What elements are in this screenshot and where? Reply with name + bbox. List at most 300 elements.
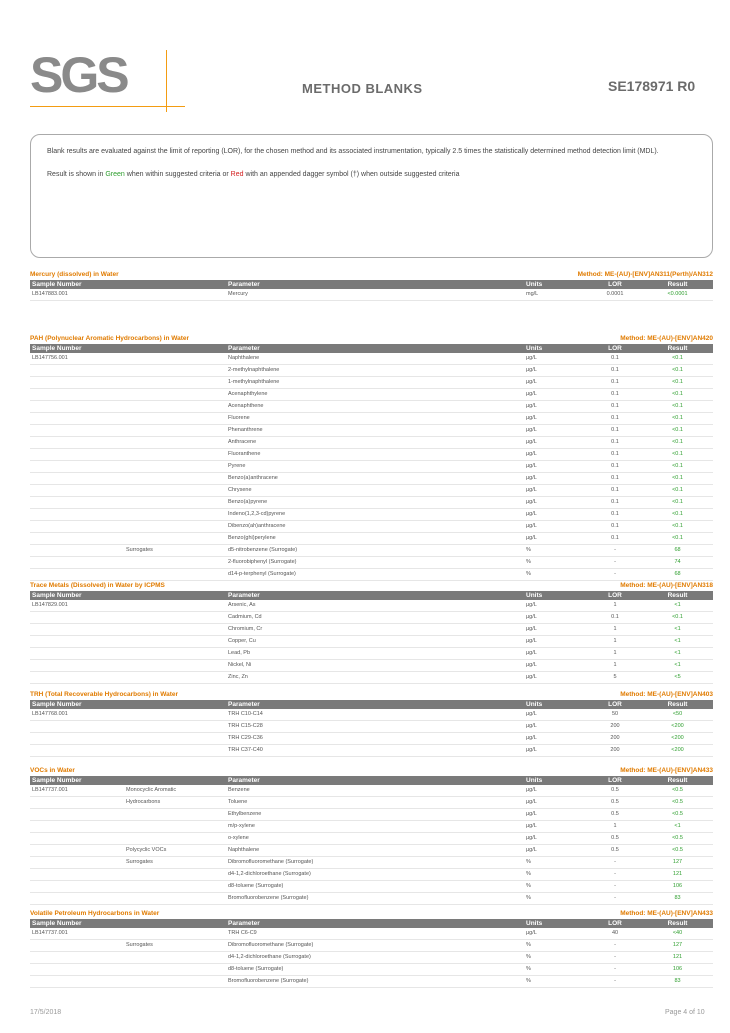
units-cell: µg/L <box>524 636 588 648</box>
units-cell: µg/L <box>524 485 588 497</box>
sample-number-cell <box>30 845 124 857</box>
sample-number-cell <box>30 672 124 684</box>
parameter-cell: d4-1,2-dichloroethane (Surrogate) <box>226 869 524 881</box>
result-cell: <0.1 <box>642 533 713 545</box>
sample-number-cell <box>30 952 124 964</box>
units-cell: µg/L <box>524 353 588 365</box>
result-cell: <0.1 <box>642 365 713 377</box>
sample-number-cell <box>30 881 124 893</box>
result-cell: <0.1 <box>642 509 713 521</box>
group-cell <box>124 521 226 533</box>
sample-number-cell <box>30 809 124 821</box>
parameter-cell: Acenaphthene <box>226 401 524 413</box>
parameter-cell: Fluoranthene <box>226 449 524 461</box>
table-row <box>30 721 713 733</box>
lor-cell: - <box>588 940 642 952</box>
results-table <box>30 344 713 581</box>
note-text: Result is shown in <box>47 170 106 178</box>
table-row <box>30 660 713 672</box>
result-cell: 127 <box>642 940 713 952</box>
note-green: Green <box>105 170 125 178</box>
sample-number-cell <box>30 833 124 845</box>
result-cell: 106 <box>642 964 713 976</box>
col-sample-number: Sample Number <box>30 344 226 353</box>
units-cell: µg/L <box>524 509 588 521</box>
lor-cell: - <box>588 545 642 557</box>
units-cell: µg/L <box>524 600 588 612</box>
sample-number-cell <box>30 377 124 389</box>
units-cell: µg/L <box>524 473 588 485</box>
group-cell <box>124 377 226 389</box>
units-cell: % <box>524 557 588 569</box>
result-cell: <0.5 <box>642 797 713 809</box>
table-row <box>30 893 713 905</box>
group-cell <box>124 624 226 636</box>
table-row <box>30 833 713 845</box>
units-cell: µg/L <box>524 389 588 401</box>
group-cell <box>124 660 226 672</box>
col-lor: LOR <box>588 344 642 353</box>
col-units: Units <box>524 919 588 928</box>
units-cell: % <box>524 881 588 893</box>
lor-cell: - <box>588 952 642 964</box>
sample-number-cell <box>30 857 124 869</box>
units-cell: µg/L <box>524 833 588 845</box>
table-row <box>30 976 713 988</box>
parameter-cell: Dibromofluoromethane (Surrogate) <box>226 940 524 952</box>
section-title: Mercury (dissolved) in Water <box>30 271 119 278</box>
parameter-cell: 1-methylnaphthalene <box>226 377 524 389</box>
parameter-cell: Copper, Cu <box>226 636 524 648</box>
lor-cell: 50 <box>588 709 642 721</box>
table-row <box>30 857 713 869</box>
table-row <box>30 928 713 940</box>
sample-number-cell <box>30 437 124 449</box>
result-cell: <0.1 <box>642 377 713 389</box>
group-cell: Monocyclic Aromatic <box>124 785 226 797</box>
sample-number-cell <box>30 449 124 461</box>
table-row <box>30 461 713 473</box>
lor-cell: 200 <box>588 745 642 757</box>
col-result: Result <box>642 919 713 928</box>
section-method: Method: ME-(AU)-[ENV]AN433 <box>620 910 713 917</box>
group-cell <box>124 648 226 660</box>
parameter-cell: Arsenic, As <box>226 600 524 612</box>
group-cell <box>124 533 226 545</box>
result-cell: 74 <box>642 557 713 569</box>
result-cell: <200 <box>642 721 713 733</box>
group-cell <box>124 672 226 684</box>
table-row <box>30 569 713 581</box>
sample-number-cell <box>30 521 124 533</box>
result-cell: <40 <box>642 928 713 940</box>
table-row <box>30 797 713 809</box>
sample-number-cell <box>30 636 124 648</box>
section-2 <box>30 580 713 684</box>
result-cell: <0.5 <box>642 845 713 857</box>
results-table <box>30 591 713 684</box>
table-row <box>30 636 713 648</box>
section-method: Method: ME-(AU)-[ENV]AN318 <box>620 582 713 589</box>
sample-number-cell <box>30 413 124 425</box>
page-title: METHOD BLANKS <box>302 81 423 96</box>
result-cell: <0.1 <box>642 612 713 624</box>
lor-cell: 200 <box>588 733 642 745</box>
group-cell <box>124 289 226 301</box>
units-cell: % <box>524 545 588 557</box>
note-paragraph-colors <box>47 170 696 181</box>
units-cell: µg/L <box>524 648 588 660</box>
result-cell: <0.1 <box>642 497 713 509</box>
result-cell: <0.5 <box>642 785 713 797</box>
col-units: Units <box>524 776 588 785</box>
group-cell <box>124 365 226 377</box>
table-row <box>30 869 713 881</box>
parameter-cell: Ethylbenzene <box>226 809 524 821</box>
parameter-cell: Naphthalene <box>226 353 524 365</box>
parameter-cell: Acenaphthylene <box>226 389 524 401</box>
parameter-cell: Benzene <box>226 785 524 797</box>
lor-cell: 0.1 <box>588 365 642 377</box>
sample-number-cell <box>30 733 124 745</box>
table-row <box>30 533 713 545</box>
parameter-cell: d8-toluene (Surrogate) <box>226 881 524 893</box>
units-cell: µg/L <box>524 733 588 745</box>
table-row <box>30 964 713 976</box>
result-cell: <1 <box>642 624 713 636</box>
result-cell: <0.5 <box>642 833 713 845</box>
sample-number-cell <box>30 624 124 636</box>
sample-number-cell <box>30 401 124 413</box>
parameter-cell: Lead, Pb <box>226 648 524 660</box>
section-method: Method: ME-(AU)-[ENV]AN420 <box>620 335 713 342</box>
units-cell: % <box>524 976 588 988</box>
units-cell: µg/L <box>524 497 588 509</box>
section-header <box>30 765 713 776</box>
units-cell: µg/L <box>524 521 588 533</box>
group-cell <box>124 449 226 461</box>
units-cell: mg/L <box>524 289 588 301</box>
units-cell: µg/L <box>524 709 588 721</box>
result-cell: <0.5 <box>642 809 713 821</box>
sgs-logo: SGS <box>30 47 127 103</box>
section-title: PAH (Polynuclear Aromatic Hydrocarbons) in Water <box>30 335 190 342</box>
units-cell: µg/L <box>524 461 588 473</box>
parameter-cell: Benzo(a)anthracene <box>226 473 524 485</box>
sample-number-cell <box>30 473 124 485</box>
parameter-cell: Bromofluorobenzene (Surrogate) <box>226 893 524 905</box>
parameter-cell: Dibenzo(ah)anthracene <box>226 521 524 533</box>
group-cell <box>124 473 226 485</box>
lor-cell: 0.1 <box>588 533 642 545</box>
table-row <box>30 509 713 521</box>
section-method: Method: ME-(AU)-[ENV]AN403 <box>620 691 713 698</box>
col-sample-number: Sample Number <box>30 776 226 785</box>
parameter-cell: 2-fluorobiphenyl (Surrogate) <box>226 557 524 569</box>
table-row <box>30 745 713 757</box>
result-cell: <1 <box>642 821 713 833</box>
parameter-cell: TRH C10-C14 <box>226 709 524 721</box>
result-cell: 83 <box>642 893 713 905</box>
section-title: TRH (Total Recoverable Hydrocarbons) in Water <box>30 691 179 698</box>
col-lor: LOR <box>588 776 642 785</box>
table-row <box>30 709 713 721</box>
col-parameter: Parameter <box>226 776 524 785</box>
section-1 <box>30 333 713 581</box>
col-units: Units <box>524 700 588 709</box>
col-result: Result <box>642 591 713 600</box>
units-cell: µg/L <box>524 845 588 857</box>
result-cell: 121 <box>642 869 713 881</box>
lor-cell: - <box>588 857 642 869</box>
table-row <box>30 952 713 964</box>
group-cell <box>124 485 226 497</box>
sample-number-cell <box>30 721 124 733</box>
units-cell: µg/L <box>524 928 588 940</box>
result-cell: <200 <box>642 745 713 757</box>
lor-cell: 0.1 <box>588 521 642 533</box>
units-cell: µg/L <box>524 745 588 757</box>
group-cell <box>124 833 226 845</box>
col-result: Result <box>642 344 713 353</box>
lor-cell: 0.1 <box>588 401 642 413</box>
sample-number-cell <box>30 425 124 437</box>
parameter-cell: Bromofluorobenzene (Surrogate) <box>226 976 524 988</box>
col-lor: LOR <box>588 591 642 600</box>
units-cell: µg/L <box>524 612 588 624</box>
parameter-cell: Indeno(1,2,3-cd)pyrene <box>226 509 524 521</box>
group-cell <box>124 413 226 425</box>
lor-cell: 0.1 <box>588 485 642 497</box>
group-cell <box>124 809 226 821</box>
parameter-cell: 2-methylnaphthalene <box>226 365 524 377</box>
col-sample-number: Sample Number <box>30 700 226 709</box>
group-cell <box>124 612 226 624</box>
lor-cell: 0.5 <box>588 833 642 845</box>
section-header <box>30 269 713 280</box>
sample-number-cell <box>30 821 124 833</box>
table-header-row <box>30 700 713 709</box>
group-cell <box>124 721 226 733</box>
lor-cell: 0.1 <box>588 449 642 461</box>
result-cell: 121 <box>642 952 713 964</box>
sample-number-cell: LB147768.001 <box>30 709 124 721</box>
sample-number-cell <box>30 745 124 757</box>
note-text: when within suggested criteria or <box>124 170 231 178</box>
col-result: Result <box>642 776 713 785</box>
lor-cell: 0.5 <box>588 797 642 809</box>
col-units: Units <box>524 591 588 600</box>
parameter-cell: Dibromofluoromethane (Surrogate) <box>226 857 524 869</box>
lor-cell: 1 <box>588 821 642 833</box>
table-row <box>30 485 713 497</box>
result-cell: 106 <box>642 881 713 893</box>
table-row <box>30 672 713 684</box>
sample-number-cell <box>30 893 124 905</box>
units-cell: µg/L <box>524 401 588 413</box>
result-cell: 83 <box>642 976 713 988</box>
table-row <box>30 353 713 365</box>
group-cell: Surrogates <box>124 545 226 557</box>
result-cell: 68 <box>642 545 713 557</box>
result-cell: <0.1 <box>642 521 713 533</box>
units-cell: µg/L <box>524 449 588 461</box>
result-cell: <200 <box>642 733 713 745</box>
result-cell: 68 <box>642 569 713 581</box>
group-cell <box>124 976 226 988</box>
lor-cell: 1 <box>588 624 642 636</box>
parameter-cell: Naphthalene <box>226 845 524 857</box>
units-cell: % <box>524 964 588 976</box>
group-cell: Surrogates <box>124 940 226 952</box>
table-row <box>30 377 713 389</box>
table-row <box>30 881 713 893</box>
lor-cell: 0.1 <box>588 413 642 425</box>
parameter-cell: d4-1,2-dichloroethane (Surrogate) <box>226 952 524 964</box>
footer-date: 17/5/2018 <box>30 1009 62 1016</box>
group-cell <box>124 733 226 745</box>
group-cell <box>124 509 226 521</box>
sample-number-cell <box>30 569 124 581</box>
parameter-cell: m/p-xylene <box>226 821 524 833</box>
table-row <box>30 809 713 821</box>
result-cell: <0.1 <box>642 401 713 413</box>
group-cell <box>124 401 226 413</box>
lor-cell: 1 <box>588 648 642 660</box>
results-table <box>30 919 713 988</box>
sample-number-cell: LB147737.001 <box>30 928 124 940</box>
lor-cell: 0.1 <box>588 353 642 365</box>
note-paragraph-lor: Blank results are evaluated against the limit of reporting (LOR), for the chosen method and its associated instrumentation, typically 2.5 times the statistically determined method detection limit (MDL). <box>47 148 659 155</box>
group-cell <box>124 461 226 473</box>
lor-cell: - <box>588 964 642 976</box>
table-row <box>30 365 713 377</box>
group-cell <box>124 893 226 905</box>
parameter-cell: Chrysene <box>226 485 524 497</box>
units-cell: µg/L <box>524 821 588 833</box>
lor-cell: - <box>588 557 642 569</box>
table-row <box>30 413 713 425</box>
sample-number-cell <box>30 545 124 557</box>
section-method: Method: ME-(AU)-[ENV]AN433 <box>620 767 713 774</box>
units-cell: µg/L <box>524 437 588 449</box>
group-cell: Hydrocarbons <box>124 797 226 809</box>
units-cell: % <box>524 857 588 869</box>
parameter-cell: Benzo(ghi)perylene <box>226 533 524 545</box>
group-cell <box>124 745 226 757</box>
lor-cell: - <box>588 893 642 905</box>
group-cell <box>124 353 226 365</box>
logo-divider <box>166 50 167 112</box>
result-cell: <0.1 <box>642 461 713 473</box>
section-title: Volatile Petroleum Hydrocarbons in Water <box>30 910 160 917</box>
result-cell: <50 <box>642 709 713 721</box>
lor-cell: - <box>588 976 642 988</box>
table-header-row <box>30 280 713 289</box>
sample-number-cell <box>30 557 124 569</box>
group-cell <box>124 952 226 964</box>
table-row <box>30 521 713 533</box>
parameter-cell: Toluene <box>226 797 524 809</box>
lor-cell: - <box>588 869 642 881</box>
section-header <box>30 689 713 700</box>
table-header-row <box>30 776 713 785</box>
table-row <box>30 473 713 485</box>
lor-cell: - <box>588 881 642 893</box>
lor-cell: 0.5 <box>588 785 642 797</box>
result-cell: <0.1 <box>642 473 713 485</box>
col-sample-number: Sample Number <box>30 919 226 928</box>
section-header <box>30 908 713 919</box>
col-parameter: Parameter <box>226 344 524 353</box>
lor-cell: 0.1 <box>588 377 642 389</box>
lor-cell: 5 <box>588 672 642 684</box>
section-method: Method: ME-(AU)-[ENV]AN311(Perth)/AN312 <box>577 271 713 278</box>
col-result: Result <box>642 700 713 709</box>
section-5 <box>30 908 713 988</box>
col-sample-number: Sample Number <box>30 591 226 600</box>
note-text: with an appended dagger symbol (†) when outside suggested criteria <box>243 170 460 178</box>
sample-number-cell <box>30 497 124 509</box>
group-cell <box>124 964 226 976</box>
lor-cell: 0.1 <box>588 497 642 509</box>
parameter-cell: Fluorene <box>226 413 524 425</box>
col-parameter: Parameter <box>226 591 524 600</box>
lor-cell: 0.0001 <box>588 289 642 301</box>
sample-number-cell <box>30 533 124 545</box>
sample-number-cell: LB147737.001 <box>30 785 124 797</box>
sample-number-cell <box>30 976 124 988</box>
criteria-note <box>30 134 713 258</box>
result-cell: <0.1 <box>642 485 713 497</box>
result-cell: <0.1 <box>642 449 713 461</box>
units-cell: µg/L <box>524 365 588 377</box>
units-cell: % <box>524 569 588 581</box>
parameter-cell: Pyrene <box>226 461 524 473</box>
result-cell: <0.1 <box>642 353 713 365</box>
units-cell: µg/L <box>524 533 588 545</box>
table-row <box>30 497 713 509</box>
col-result: Result <box>642 280 713 289</box>
units-cell: µg/L <box>524 785 588 797</box>
group-cell <box>124 557 226 569</box>
col-lor: LOR <box>588 919 642 928</box>
section-0 <box>30 269 713 301</box>
lor-cell: 0.1 <box>588 612 642 624</box>
sample-number-cell: LB147883.001 <box>30 289 124 301</box>
parameter-cell: o-xylene <box>226 833 524 845</box>
table-header-row <box>30 591 713 600</box>
sample-number-cell <box>30 485 124 497</box>
table-row <box>30 624 713 636</box>
units-cell: % <box>524 869 588 881</box>
parameter-cell: Phenanthrene <box>226 425 524 437</box>
report-reference: SE178971 R0 <box>608 78 696 94</box>
group-cell: Surrogates <box>124 857 226 869</box>
logo-underline <box>30 106 185 107</box>
table-row <box>30 389 713 401</box>
parameter-cell: d14-p-terphenyl (Surrogate) <box>226 569 524 581</box>
group-cell <box>124 569 226 581</box>
group-cell <box>124 636 226 648</box>
parameter-cell: Nickel, Ni <box>226 660 524 672</box>
lor-cell: - <box>588 569 642 581</box>
table-row <box>30 425 713 437</box>
parameter-cell: Cadmium, Cd <box>226 612 524 624</box>
lor-cell: 1 <box>588 600 642 612</box>
col-units: Units <box>524 344 588 353</box>
section-4 <box>30 765 713 905</box>
